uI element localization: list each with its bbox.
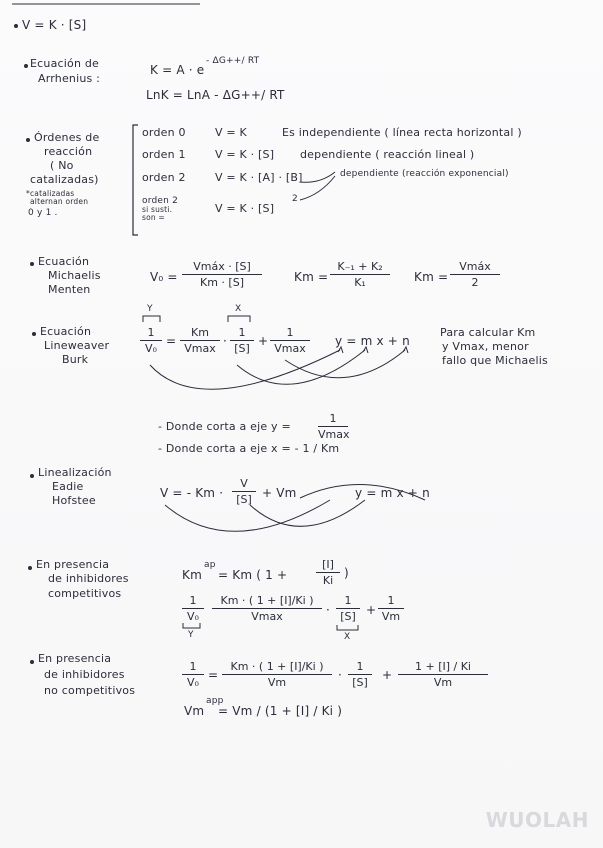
ci-f1 — [182, 594, 204, 623]
order-row-2-orden: orden 2 — [142, 171, 186, 184]
nci-f3-num: 1 — [356, 660, 364, 673]
mm-km1-fraction — [330, 260, 390, 289]
eh-linear-form: y = m x + n — [355, 486, 430, 500]
fraction-bar — [316, 572, 340, 573]
ci-f2 — [212, 594, 322, 623]
bullet — [30, 660, 34, 664]
lb-f2-den: Vmax — [184, 342, 216, 355]
lb-f2-num: Km — [191, 326, 209, 339]
eh-rhs: + Vm — [262, 486, 297, 500]
ci-kmap-den: Ki — [322, 574, 334, 587]
fraction-bar — [212, 608, 322, 609]
order-row-0-desc: Es independiente ( línea recta horizontal ) — [282, 126, 522, 139]
mm-label-3: Menten — [48, 283, 91, 296]
nci-f1-den: V₀ — [187, 676, 199, 689]
eh-label-2: Eadie — [52, 480, 84, 493]
lb-f3 — [230, 326, 254, 355]
lb-label-1: Ecuación — [40, 325, 92, 338]
eh-fraction — [232, 477, 256, 506]
order-row-0-orden: orden 0 — [142, 126, 186, 139]
ci-kmap-num: [I] — [322, 558, 334, 571]
mm-km2-numerator: Vmáx — [459, 260, 491, 273]
lb-f4-den: Vmax — [274, 342, 306, 355]
order-row-1-eq: V = K · [S] — [215, 148, 275, 161]
ci-brace-x: X — [344, 632, 351, 642]
ci-kmap-sup: ap — [204, 560, 216, 570]
lb-equals: = — [166, 334, 177, 348]
bullet — [14, 24, 18, 28]
nci-f1 — [182, 660, 204, 689]
ci-f3-den: [S] — [340, 610, 356, 623]
fraction-bar — [348, 674, 372, 675]
nci-dot: · — [338, 668, 343, 682]
order-row-2-eq: V = K · [A] · [B] — [215, 171, 303, 184]
fraction-bar — [378, 608, 404, 609]
lb-f4 — [270, 326, 310, 355]
rate-formula: V = K · [S] — [22, 18, 87, 32]
ci-f1-num: 1 — [189, 594, 197, 607]
ci-brace-y: Y — [188, 630, 194, 640]
ci-kmap-fraction — [316, 558, 340, 587]
nci-vapp-lhs: Vm — [184, 704, 205, 718]
bullet — [30, 262, 34, 266]
ci-f3 — [336, 594, 360, 623]
lb-f1-num: 1 — [147, 326, 155, 339]
lb-label-3: Burk — [62, 353, 89, 366]
ci-f2-num: Km · ( 1 + [I]/Ki ) — [220, 594, 314, 607]
fraction-bar — [182, 274, 262, 275]
order-row-3-eq-sup: 2 — [292, 194, 298, 204]
nci-f4-den: Vm — [433, 676, 453, 689]
mm-v0-lhs: V₀ = — [150, 270, 178, 284]
fraction-bar — [336, 608, 360, 609]
eh-label-1: Linealización — [38, 466, 112, 479]
lb-cut-y-fraction — [318, 412, 348, 441]
fraction-bar — [222, 674, 332, 675]
mm-v0-fraction — [182, 260, 262, 289]
arrhenius-formula-1: K = A · e — [150, 63, 205, 77]
arrhenius-label-2: Arrhenius : — [38, 72, 101, 85]
mm-v0-numerator: Vmáx · [S] — [193, 260, 251, 273]
fraction-bar — [330, 274, 390, 275]
orders-label-4: catalizadas) — [30, 173, 99, 186]
order-row-1-desc: dependiente ( reacción lineal ) — [300, 148, 475, 161]
ci-dot: · — [326, 603, 331, 617]
ci-kmap-close: ) — [344, 566, 349, 580]
orders-label-1: Órdenes de — [34, 131, 100, 144]
ci-kmap-lhs: Km — [182, 568, 202, 582]
ci-label-1: En presencia — [36, 558, 110, 571]
nci-label-3: no competitivos — [44, 684, 136, 697]
lb-f2 — [180, 326, 220, 355]
nci-vapp-rhs: = Vm / (1 + [I] / Ki ) — [218, 704, 343, 718]
ci-kmap-rhs: = Km ( 1 + — [218, 568, 288, 582]
order-row-0-eq: V = K — [215, 126, 247, 139]
lb-plus: + — [258, 334, 269, 348]
nci-f2 — [222, 660, 332, 689]
ci-f2-den: Vmax — [251, 610, 283, 623]
fraction-bar — [398, 674, 488, 675]
nci-f3 — [348, 660, 372, 689]
orders-label-3: ( No — [50, 159, 74, 172]
order-row-3-orden-sub2: son = — [142, 213, 165, 222]
lb-note-1: Para calcular Km — [440, 326, 536, 339]
ci-label-2: de inhibidores — [48, 572, 129, 585]
nci-plus: + — [382, 668, 393, 682]
order-row-3-orden: orden 2 — [142, 196, 178, 206]
lb-f1 — [140, 326, 162, 355]
fraction-bar — [270, 340, 310, 341]
lb-label-2: Lineweaver — [44, 339, 110, 352]
ci-f1-den: V₀ — [187, 610, 199, 623]
orders-note-2: alternan orden — [30, 197, 89, 206]
arrhenius-formula-1-exponent: - ΔG++/ RT — [206, 56, 260, 66]
order-row-3-eq: V = K · [S] — [215, 202, 275, 215]
nci-vapp-sup: app — [206, 696, 224, 706]
eh-fraction-den: [S] — [236, 493, 252, 506]
nci-f1-num: 1 — [189, 660, 197, 673]
lb-cut-y-den: Vmax — [318, 428, 350, 441]
order-row-2-desc: dependiente (reacción exponencial) — [340, 169, 509, 179]
bullet — [28, 566, 32, 570]
ci-f3-num: 1 — [344, 594, 352, 607]
lb-f4-num: 1 — [286, 326, 294, 339]
nci-f3-den: [S] — [352, 676, 368, 689]
fraction-bar — [318, 426, 348, 427]
nci-f2-den: Vm — [267, 676, 287, 689]
mm-km1-denominator: K₁ — [354, 276, 366, 289]
orders-label-2: reacción — [44, 145, 93, 158]
ci-f4-den: Vm — [381, 610, 401, 623]
mm-v0-denominator: Km · [S] — [200, 276, 244, 289]
eh-label-3: Hofstee — [52, 494, 96, 507]
lb-f1-den: V₀ — [145, 342, 157, 355]
ci-f4-num: 1 — [387, 594, 395, 607]
fraction-bar — [232, 491, 256, 492]
lb-f3-num: 1 — [238, 326, 246, 339]
bullet — [24, 64, 28, 68]
mm-label-2: Michaelis — [48, 269, 101, 282]
ci-plus: + — [366, 603, 377, 617]
order-row-1-orden: orden 1 — [142, 148, 186, 161]
mm-km1-lhs: Km = — [294, 270, 329, 284]
lb-cut-y-num: 1 — [329, 412, 337, 425]
mm-label-1: Ecuación — [38, 255, 90, 268]
eh-lhs: V = - Km · — [160, 486, 224, 500]
mm-km1-numerator: K₋₁ + K₂ — [337, 260, 383, 273]
orders-note-3: 0 y 1 . — [28, 208, 58, 218]
eh-fraction-num: V — [240, 477, 248, 490]
nci-equals: = — [208, 668, 219, 682]
nci-f2-num: Km · ( 1 + [I]/Ki ) — [230, 660, 324, 673]
nci-f4-num: 1 + [I] / Ki — [414, 660, 471, 673]
lb-linear-form: y = m x + n — [335, 334, 410, 348]
wuolah-watermark: WUOLAH — [485, 808, 589, 832]
lb-f3-den: [S] — [234, 342, 250, 355]
fraction-bar — [140, 340, 162, 341]
fraction-bar — [182, 674, 204, 675]
ci-label-3: competitivos — [48, 587, 122, 600]
nci-f4 — [398, 660, 488, 689]
lb-brace-x: X — [235, 304, 242, 314]
lb-note-3: fallo que Michaelis — [442, 354, 548, 367]
nci-label-1: En presencia — [38, 652, 112, 665]
mm-km2-lhs: Km = — [414, 270, 449, 284]
arrhenius-formula-2: LnK = LnA - ΔG++/ RT — [146, 88, 285, 102]
lb-brace-y: Y — [147, 304, 153, 314]
lb-cut-x-text: - Donde corta a eje x = - 1 / Km — [158, 442, 340, 455]
fraction-bar — [450, 274, 500, 275]
bullet — [32, 332, 36, 336]
orders-note-1: *catalizadas — [26, 189, 75, 198]
bullet — [26, 138, 30, 142]
lb-note-2: y Vmax, menor — [442, 340, 529, 353]
lb-cut-y-text: - Donde corta a eje y = — [158, 420, 291, 433]
lb-dot: · — [223, 334, 228, 348]
mm-km2-denominator: 2 — [471, 276, 479, 289]
mm-km2-fraction — [450, 260, 500, 289]
fraction-bar — [182, 608, 204, 609]
arrhenius-label-1: Ecuación de — [30, 57, 99, 70]
ci-f4 — [378, 594, 404, 623]
order-row-3-orden-sub1: si susti. — [142, 205, 173, 214]
fraction-bar — [180, 340, 220, 341]
bullet — [30, 474, 34, 478]
nci-label-2: de inhibidores — [44, 668, 125, 681]
fraction-bar — [230, 340, 254, 341]
